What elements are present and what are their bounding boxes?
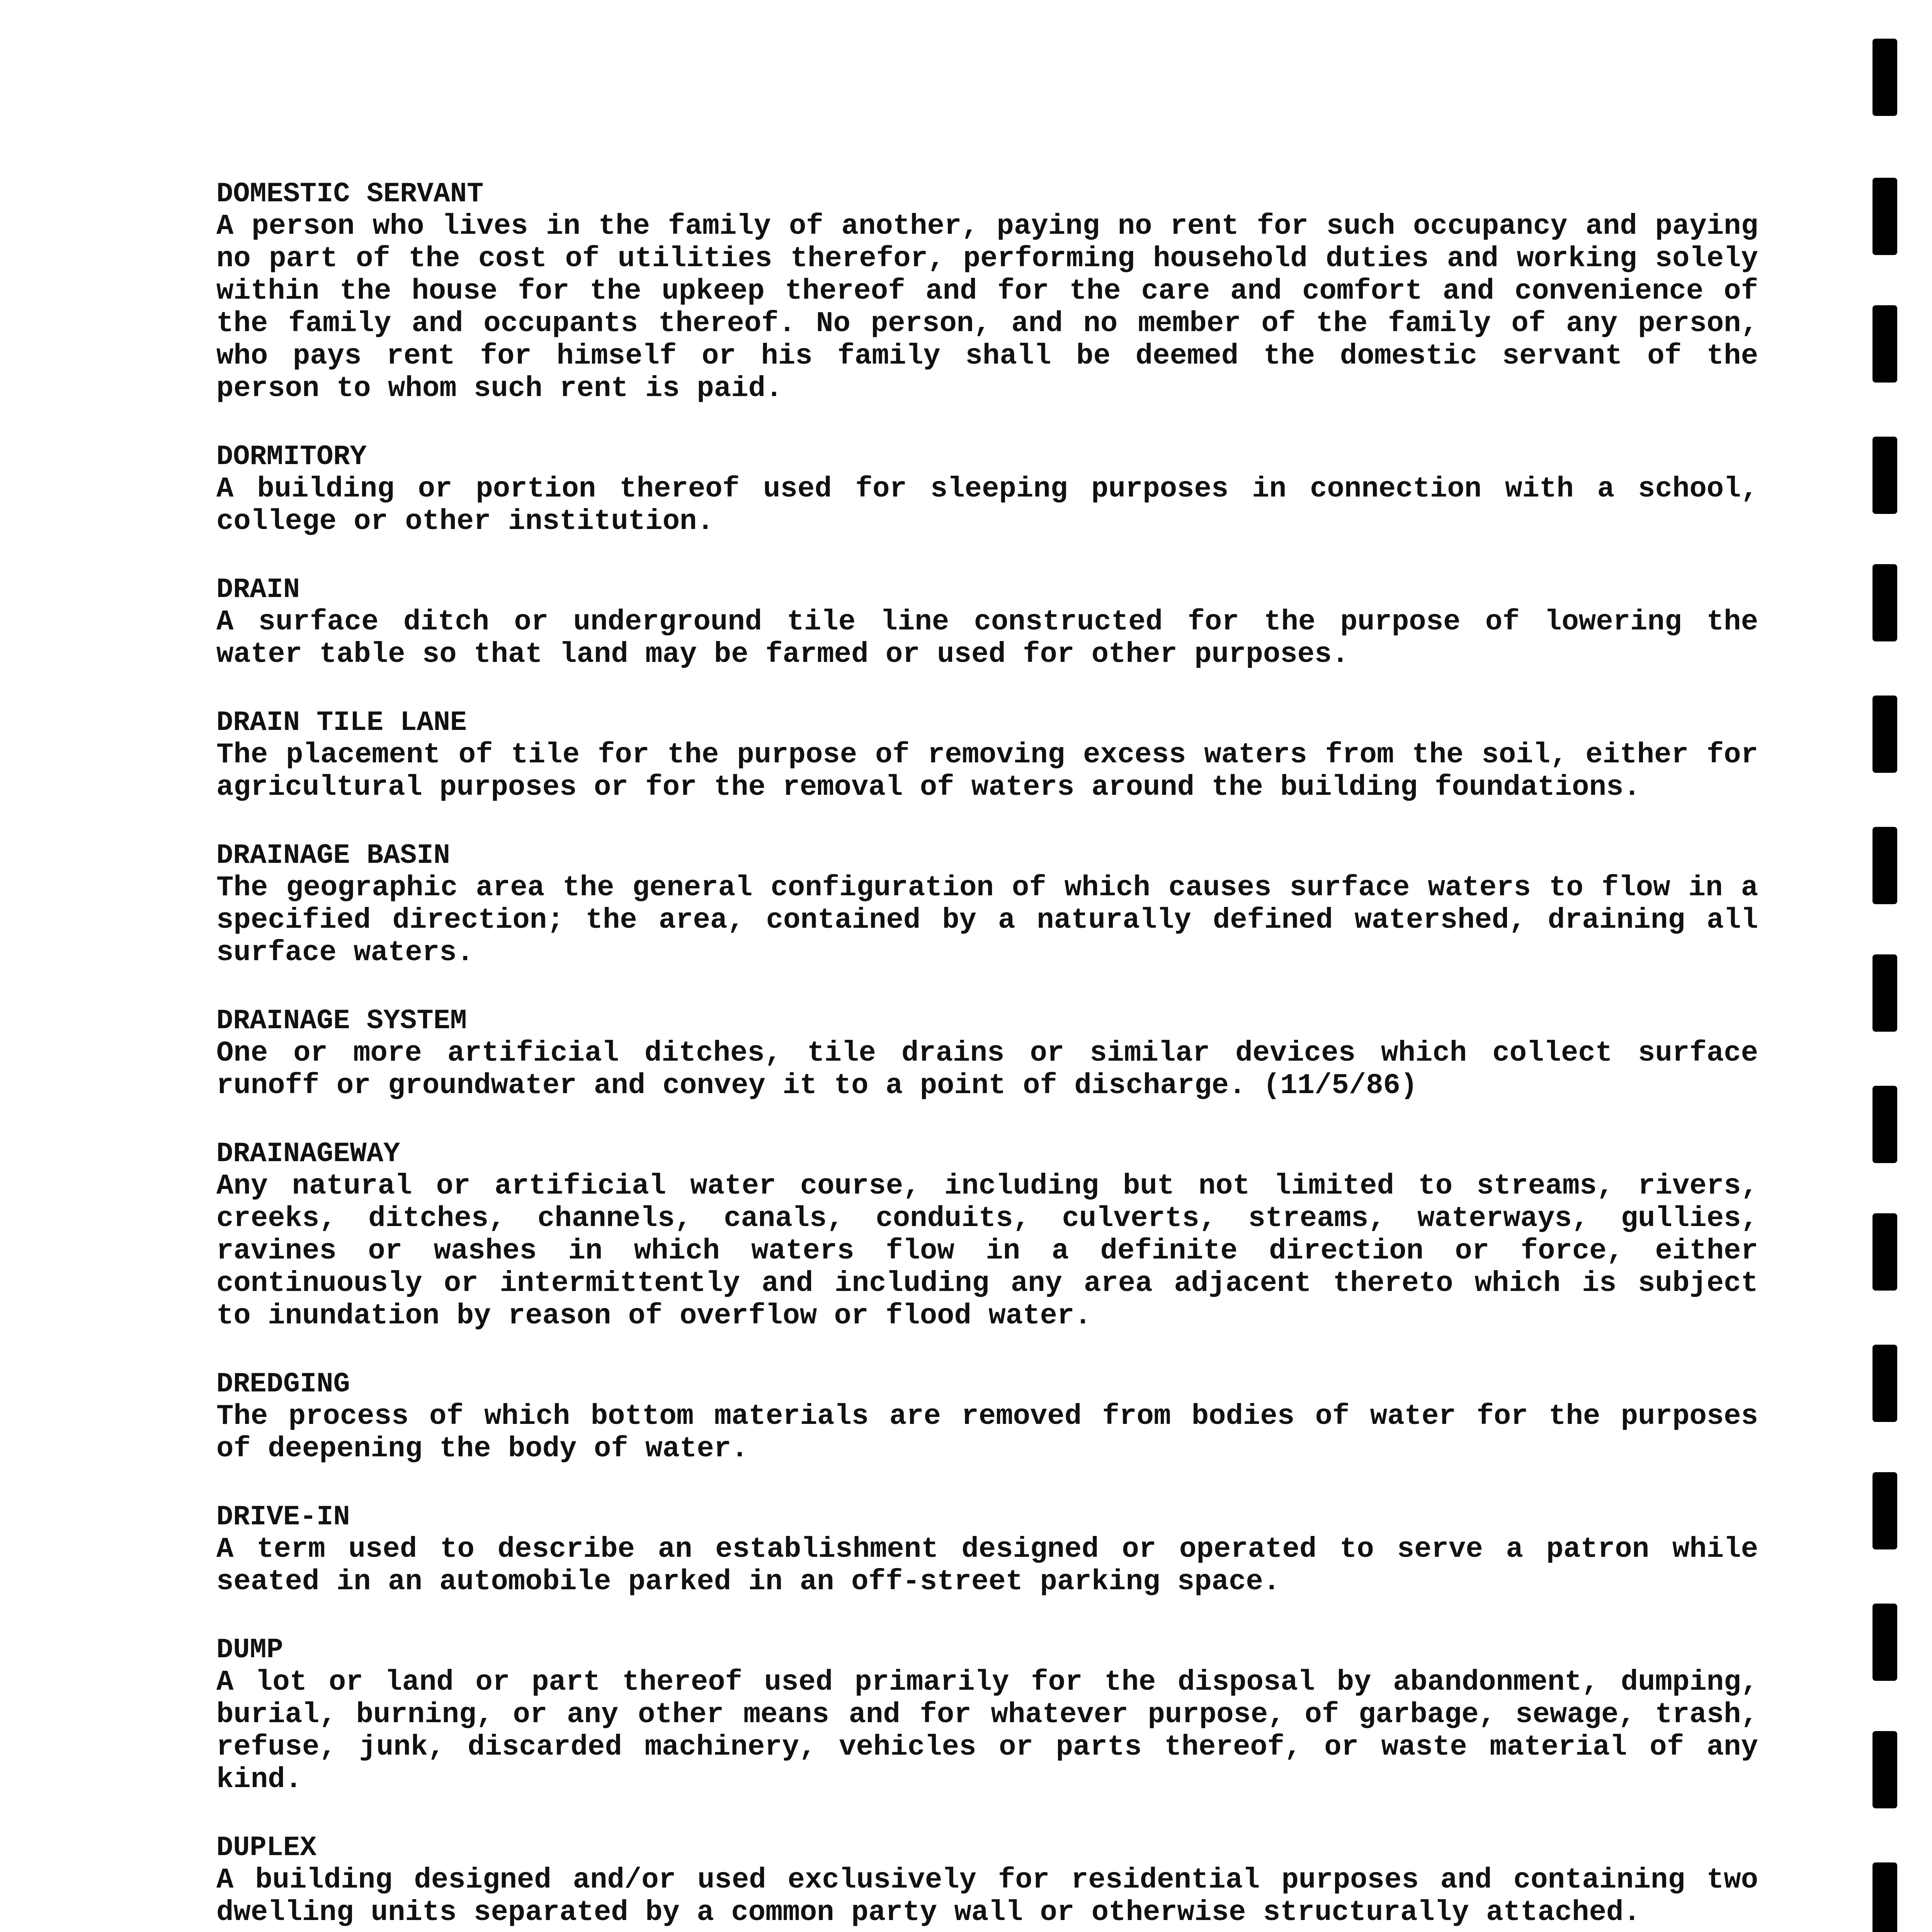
term-heading: DRAIN (216, 574, 300, 605)
term-heading: DREDGING (216, 1368, 350, 1400)
binder-mark (1872, 1213, 1897, 1291)
term-heading: DUPLEX (216, 1832, 317, 1864)
binder-mark (1872, 178, 1897, 255)
binder-mark (1872, 1345, 1897, 1422)
definition-text: A building or portion thereof used for sleeping purposes in connection with a school, college or other institution. (216, 473, 1758, 538)
definitions-list (216, 178, 1758, 1932)
definition-text: A person who lives in the family of another, paying no rent for such occupancy and paying no part of the cost of utilities therefor, performing household duties and working solely within the house for the upkeep thereof and for the care and comfort and convenience of the family and occupants thereof. No person, and no member of the family of any person, who pays rent for himself or his family shall be deemed the domestic servant of the person to whom such rent is paid. (216, 210, 1758, 405)
definition-text: Any natural or artificial water course, including but not limited to streams, rivers, creeks, ditches, channels, canals, conduits, culverts, streams, waterways, gullies, ravines or washes in which waters flow in a definite direction or force, either continuously or intermittently and including any area adjacent thereto which is subject to inundation by reason of overflow or flood water. (216, 1170, 1758, 1332)
binder-mark (1872, 827, 1897, 904)
term-heading: DRAINAGEWAY (216, 1138, 400, 1170)
definition-text: One or more artificial ditches, tile drains or similar devices which collect surface runoff or groundwater and convey it to a point of discharge. (11/5/86) (216, 1037, 1758, 1102)
definition-entry (216, 440, 1758, 538)
definition-entry (216, 1368, 1758, 1465)
definition-entry (216, 573, 1758, 671)
binder-edge-marks (1872, 0, 1903, 1932)
definition-entry (216, 1634, 1758, 1796)
definition-entry (216, 1501, 1758, 1598)
term-heading: DORMITORY (216, 441, 367, 473)
binder-mark (1872, 437, 1897, 514)
binder-mark (1872, 1086, 1897, 1163)
definition-entry (216, 1832, 1758, 1929)
definition-entry (216, 178, 1758, 405)
definition-text: The geographic area the general configuration of which causes surface waters to flow in a specified direction; the area, contained by a naturally defined watershed, draining all surface waters. (216, 872, 1758, 969)
definition-entry (216, 706, 1758, 804)
term-heading: DRAINAGE BASIN (216, 840, 450, 871)
binder-mark (1872, 1472, 1897, 1549)
binder-mark (1872, 1731, 1897, 1808)
definition-entry (216, 1138, 1758, 1332)
binder-mark (1872, 564, 1897, 641)
term-heading: DRAINAGE SYSTEM (216, 1005, 467, 1037)
term-heading: DRAIN TILE LANE (216, 707, 467, 738)
term-heading: DRIVE-IN (216, 1501, 350, 1533)
definition-text: The placement of tile for the purpose of removing excess waters from the soil, either for agricultural purposes or for the removal of waters around the building foundations. (216, 739, 1758, 804)
definition-text: A term used to describe an establishment designed or operated to serve a patron while seated in an automobile parked in an off-street parking space. (216, 1533, 1758, 1598)
binder-mark (1872, 39, 1897, 116)
definition-text: A lot or land or part thereof used primarily for the disposal by abandonment, dumping, burial, burning, or any other means and for whatever purpose, of garbage, sewage, trash, refuse, junk, discarded machinery, vehicles or parts thereof, or waste material of any kind. (216, 1666, 1758, 1796)
definition-text: The process of which bottom materials are removed from bodies of water for the purposes of deepening the body of water. (216, 1400, 1758, 1465)
term-heading: DOMESTIC SERVANT (216, 178, 484, 210)
definition-entry (216, 839, 1758, 969)
binder-mark (1872, 954, 1897, 1032)
binder-mark (1872, 696, 1897, 773)
binder-mark (1872, 1862, 1897, 1932)
binder-mark (1872, 305, 1897, 383)
binder-mark (1872, 1604, 1897, 1681)
term-heading: DUMP (216, 1634, 283, 1666)
definition-text: A surface ditch or underground tile line constructed for the purpose of lowering the water table so that land may be farmed or used for other purposes. (216, 606, 1758, 671)
definition-entry (216, 1005, 1758, 1102)
definition-text: A building designed and/or used exclusively for residential purposes and containing two dwelling units separated by a common party wall or otherwise structurally attached. (216, 1864, 1758, 1929)
